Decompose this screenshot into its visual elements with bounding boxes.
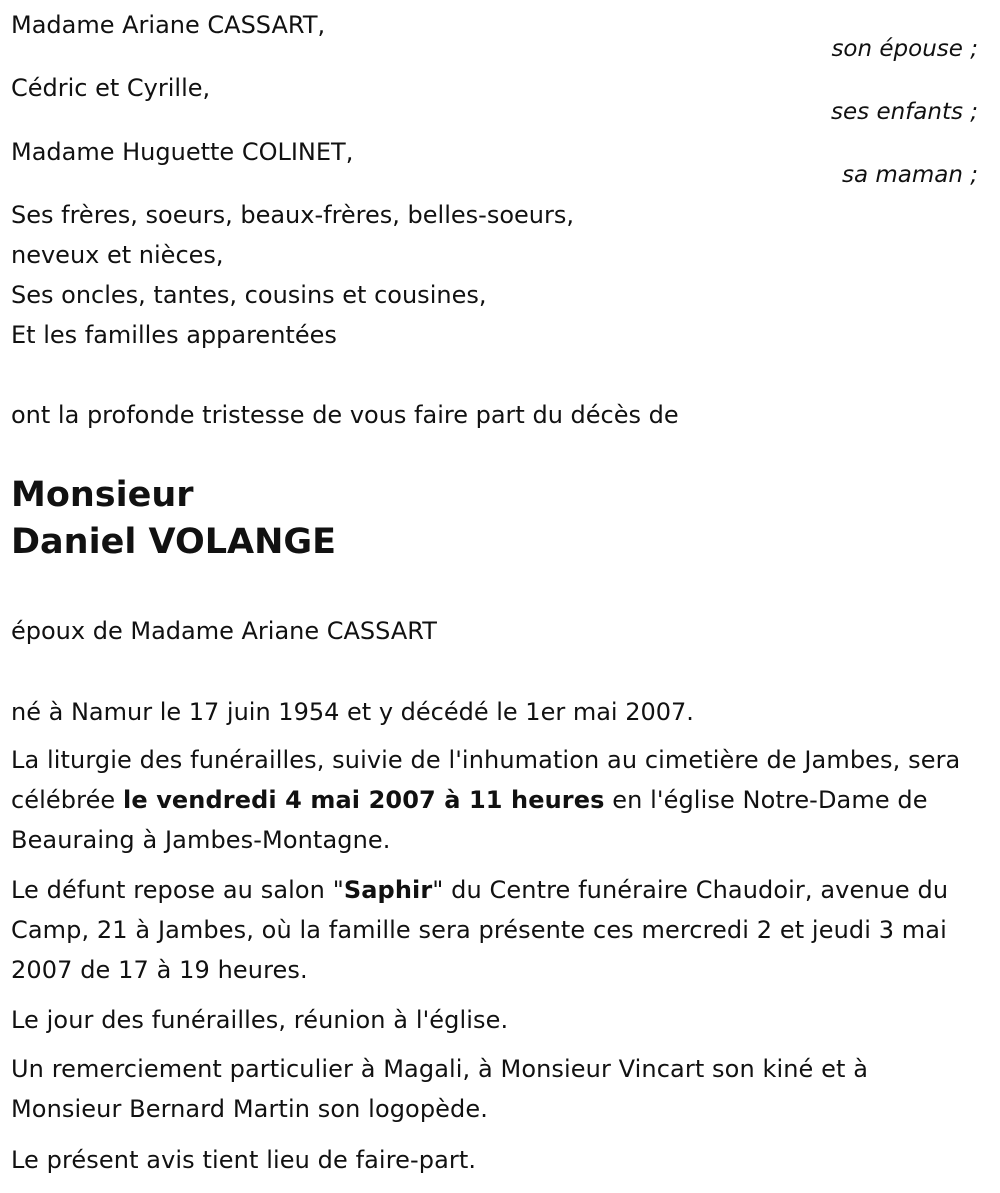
notice-paragraph: Le présent avis tient lieu de faire-part. (11, 1146, 477, 1174)
spouse-line: époux de Madame Ariane CASSART (11, 617, 437, 645)
liturgy-date: le vendredi 4 mai 2007 à 11 heures (123, 786, 605, 814)
rest-text-after: " du Centre funéraire Chaudoir, avenue du Camp, 21 à Jambes, où la famille sera présente ces mercredi 2 et jeudi 3 mai 2007 de 17 à 19 heures. (11, 876, 949, 984)
relatives-line-2: neveux et nièces, (11, 241, 224, 269)
rest-paragraph (11, 870, 986, 990)
relatives-line-4: Et les familles apparentées (11, 321, 337, 349)
deceased-name: Daniel VOLANGE (11, 522, 337, 562)
liturgy-text-before: La liturgie des funérailles, suivie de l'inhumation au cimetière de Jambes, sera célébrée (11, 746, 961, 814)
relatives-line-1: Ses frères, soeurs, beaux-frères, belles-soeurs, (11, 201, 574, 229)
liturgy-paragraph (11, 740, 986, 860)
relation-mother: sa maman ; (841, 162, 978, 188)
family-member-children: Cédric et Cyrille, (11, 74, 211, 102)
announcement-text: ont la profonde tristesse de vous faire part du décès de (11, 401, 679, 429)
family-member-spouse: Madame Ariane CASSART, (11, 11, 326, 39)
relation-spouse: son épouse ; (831, 36, 978, 62)
salon-name: Saphir (343, 876, 433, 904)
relation-children: ses enfants ; (831, 99, 978, 125)
family-member-mother: Madame Huguette COLINET, (11, 138, 354, 166)
rest-text-before: Le défunt repose au salon " (11, 876, 344, 904)
birth-death-line: né à Namur le 17 juin 1954 et y décédé le 1er mai 2007. (11, 698, 694, 726)
deceased-title: Monsieur (11, 475, 194, 515)
thanks-paragraph: Un remerciement particulier à Magali, à Monsieur Vincart son kiné et à Monsieur Bernard Martin son logopède. (11, 1055, 869, 1123)
relatives-line-3: Ses oncles, tantes, cousins et cousines, (11, 281, 487, 309)
liturgy-text-after: en l'église Notre-Dame de Beauraing à Jambes-Montagne. (11, 786, 928, 854)
meeting-paragraph: Le jour des funérailles, réunion à l'église. (11, 1006, 509, 1034)
